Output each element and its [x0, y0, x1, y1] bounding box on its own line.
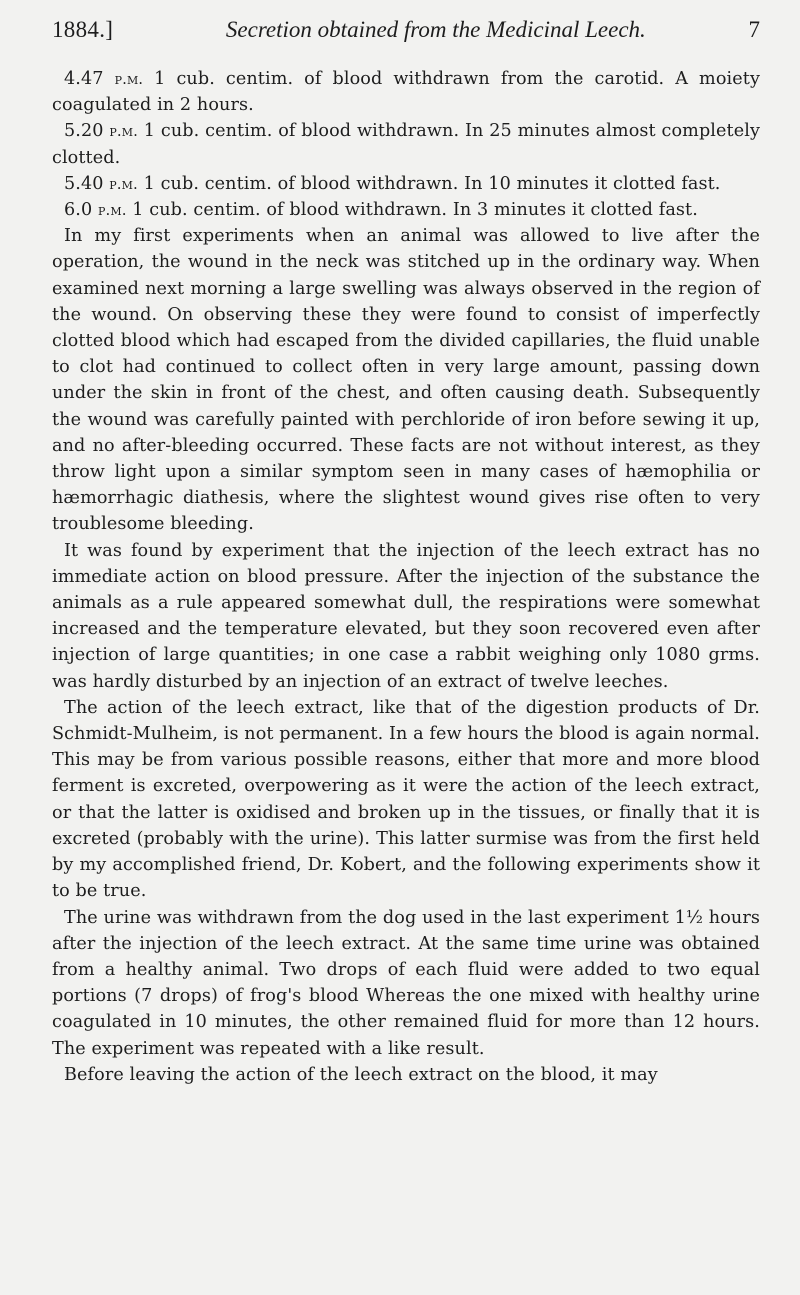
log-entry — [52, 66, 760, 118]
log-text: 1 cub. centim. of blood withdrawn. In 10 minutes it clotted fast. — [137, 173, 721, 194]
log-time: 5.20 — [64, 121, 104, 142]
log-time: 4.47 — [64, 69, 104, 89]
log-entry — [52, 197, 760, 223]
log-period: p.m. — [109, 174, 138, 193]
log-text: 1 cub. centim. of blood withdrawn. In 25 minutes almost completely clotted. — [52, 121, 760, 168]
body-text — [52, 66, 760, 1088]
log-time: 6.0 — [64, 200, 93, 221]
paragraph-wound-observation: In my first experiments when an animal was allowed to live after the operation, the wound in the neck was stitched up in the ordinary way. When examined next morning a large swelling was always observed in the region of the wound. On observing these they were found to consist of imperfectly clotted blood which had escaped from the divided capillaries, the fluid unable to clot had continued to collect often in very large amount, passing down under the skin in front of the chest, and often causing death. Subsequently the wound was carefully painted with perchloride of iron before sewing it up, and no after-bleeding occurred. These facts are not without interest, as they throw light upon a similar symptom seen in many cases of hæmophilia or hæmorrhagic diathesis, where the slightest wound gives rise often to very troublesome bleeding. — [52, 226, 760, 535]
running-head — [52, 18, 760, 60]
log-text: 1 cub. centim. of blood withdrawn from the carotid. A moiety coagulated in 2 hours. — [52, 69, 760, 116]
log-period: p.m. — [97, 201, 127, 220]
running-title: Secretion obtained from the Medicinal Leech. — [225, 17, 646, 42]
log-time: 5.40 — [64, 173, 104, 194]
paragraph-urine-experiment: The urine was withdrawn from the dog used in the last experiment 1½ hours after the injection of the leech extract. At the same time urine was obtained from a healthy animal. Two drops of each fluid were added to two equal portions (7 drops) of frog's blood Whereas the one mixed with healthy urine coagulated in 10 minutes, the other remained fluid for more than 12 hours. The experiment was repeated with a like result. — [52, 907, 760, 1059]
paragraph-blood-pressure: It was found by experiment that the injection of the leech extract has no immediate action on blood pressure. After the injection of the substance the animals as a rule appeared somewhat dull, the respirations were somewhat increased and the temperature elevated, but they soon recovered even after injection of large quantities; in one case a rabbit weighing only 1080 grms. was hardly disturbed by an injection of an extract of twelve leeches. — [52, 540, 760, 692]
log-period: p.m. — [114, 70, 144, 88]
page-number: 7 — [748, 17, 760, 42]
header-year: 1884.] — [52, 17, 114, 42]
log-text: 1 cub. centim. of blood withdrawn. In 3 minutes it clotted fast. — [126, 200, 698, 221]
paragraph-continued: Before leaving the action of the leech extract on the blood, it may — [64, 1064, 658, 1085]
log-entry — [52, 171, 760, 197]
paragraph-action-not-permanent: The action of the leech extract, like that of the digestion products of Dr. Schmidt-Mulheim, is not permanent. In a few hours the blood is again normal. This may be from various possible reasons, either that more and more blood ferment is excreted, overpowering as it were the action of the leech extract, or that the latter is oxidised and broken up in the tissues, or finally that it is excreted (probably with the urine). This latter surmise was from the first held by my accomplished friend, Dr. Kobert, and the following experiments show it to be true. — [52, 697, 760, 902]
log-entry — [52, 118, 760, 170]
log-period: p.m. — [109, 122, 138, 141]
